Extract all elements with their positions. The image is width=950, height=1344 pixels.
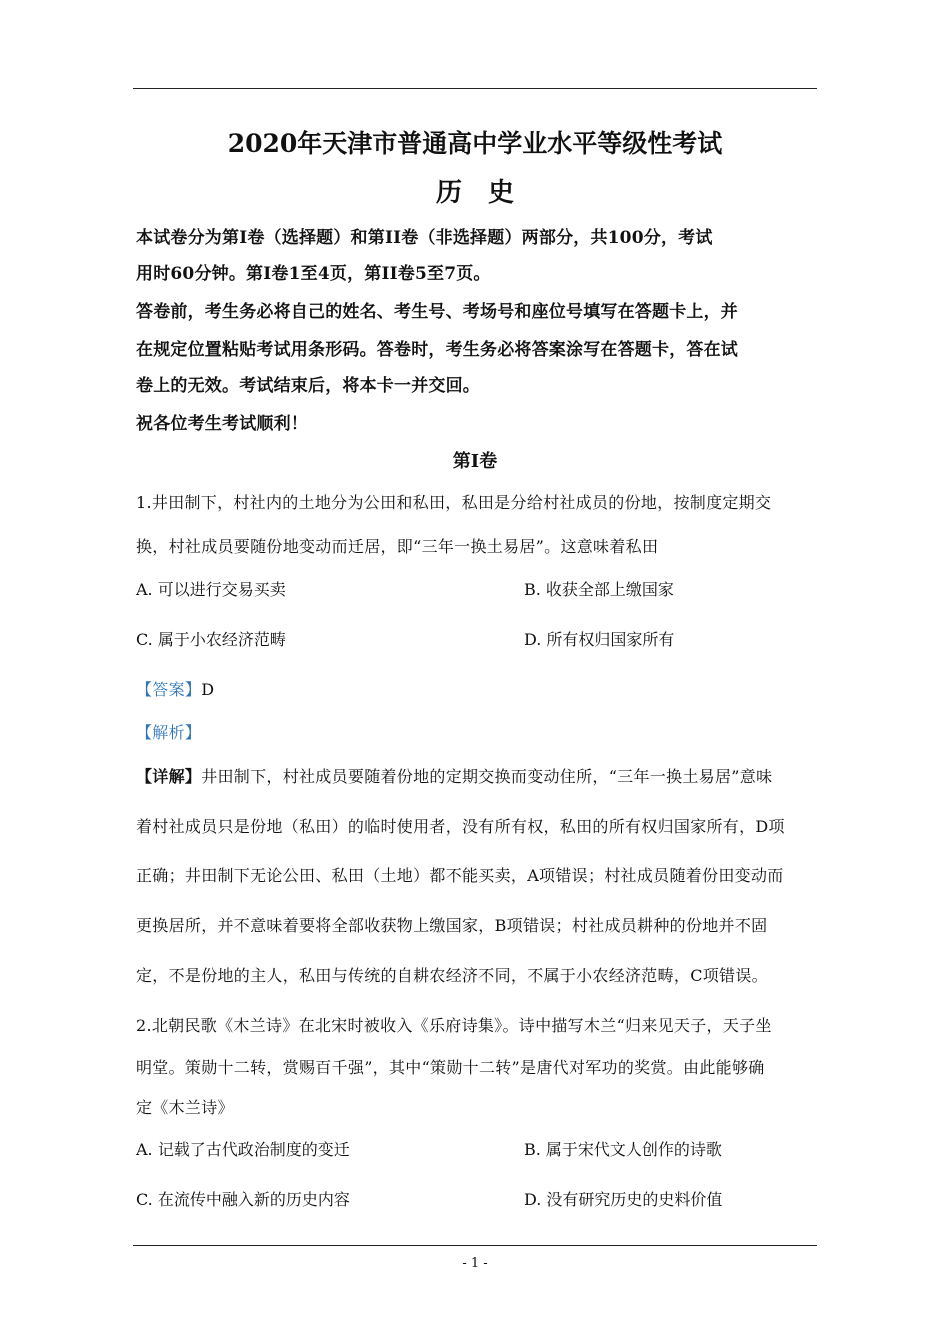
instruction-line-1: 本试卷分为第Ⅰ卷（选择题）和第II卷（非选择题）两部分，共100分，考试	[136, 228, 713, 248]
q1-option-d: D. 所有权归国家所有	[524, 630, 675, 649]
bottom-rule	[133, 1245, 817, 1246]
subject-title: 历 史	[435, 178, 514, 208]
detail-tag: 【详解】	[136, 767, 202, 786]
q1-detail-line-3: 正确；井田制下无论公田、私田（土地）都不能买卖，A项错误；村社成员随着份田变动而	[136, 866, 784, 885]
answer-value: D	[201, 680, 215, 699]
instruction-line-6: 祝各位考生考试顺利！	[136, 414, 308, 434]
section-title: 第Ⅰ卷	[452, 451, 498, 472]
instruction-line-3: 答卷前，考生务必将自己的姓名、考生号、考场号和座位号填写在答题卡上，并	[136, 302, 738, 322]
instruction-line-4: 在规定位置粘贴考试用条形码。答卷时，考生务必将答案涂写在答题卡，答在试	[136, 340, 738, 360]
top-rule	[133, 88, 817, 89]
q1-detail-line-1	[136, 764, 772, 787]
answer-tag: 【答案】	[136, 680, 202, 699]
instruction-line-2: 用时60分钟。第Ⅰ卷1至4页，第II卷5至7页。	[136, 264, 491, 284]
q1-detail-line-5: 定，不是份地的主人，私田与传统的自耕农经济不同，不属于小农经济范畴，C项错误。	[136, 966, 768, 985]
q2-option-a: A. 记载了古代政治制度的变迁	[136, 1140, 350, 1159]
q2-stem-line-1: 2.北朝民歌《木兰诗》在北宋时被收入《乐府诗集》。诗中描写木兰“归来见天子，天子坐	[136, 1016, 772, 1035]
q1-detail-line-2: 着村社成员只是份地（私田）的临时使用者，没有所有权，私田的所有权归国家所有，D项	[136, 817, 785, 836]
q1-answer	[136, 677, 214, 700]
q2-option-b: B. 属于宋代文人创作的诗歌	[524, 1140, 722, 1159]
analysis-tag: 【解析】	[136, 723, 202, 742]
q2-stem-line-3: 定《木兰诗》	[136, 1098, 234, 1117]
q1-option-b: B. 收获全部上缴国家	[524, 580, 674, 599]
q1-option-a: A. 可以进行交易买卖	[136, 580, 286, 599]
q2-option-c: C. 在流传中融入新的历史内容	[136, 1190, 350, 1209]
q1-stem-line-2: 换，村社成员要随份地变动而迁居，即“三年一换土易居”。这意味着私田	[136, 537, 659, 556]
exam-title: 2020年天津市普通高中学业水平等级性考试	[227, 129, 723, 158]
detail-text-1: 井田制下，村社成员要随着份地的定期交换而变动住所，“三年一换土易居”意味	[201, 767, 773, 786]
page-number: - 1 -	[462, 1256, 488, 1271]
q2-stem-line-2: 明堂。策勋十二转，赏赐百千强”，其中“策勋十二转”是唐代对军功的奖赏。由此能够确	[136, 1058, 765, 1077]
instruction-line-5: 卷上的无效。考试结束后，将本卡一并交回。	[136, 376, 480, 396]
q1-stem-line-1: 1.井田制下，村社内的土地分为公田和私田，私田是分给村社成员的份地，按制度定期交	[136, 493, 772, 512]
q1-option-c: C. 属于小农经济范畴	[136, 630, 286, 649]
q1-detail-line-4: 更换居所，并不意味着要将全部收获物上缴国家，B项错误；村社成员耕种的份地并不固	[136, 916, 768, 935]
q2-option-d: D. 没有研究历史的史料价值	[524, 1190, 723, 1209]
